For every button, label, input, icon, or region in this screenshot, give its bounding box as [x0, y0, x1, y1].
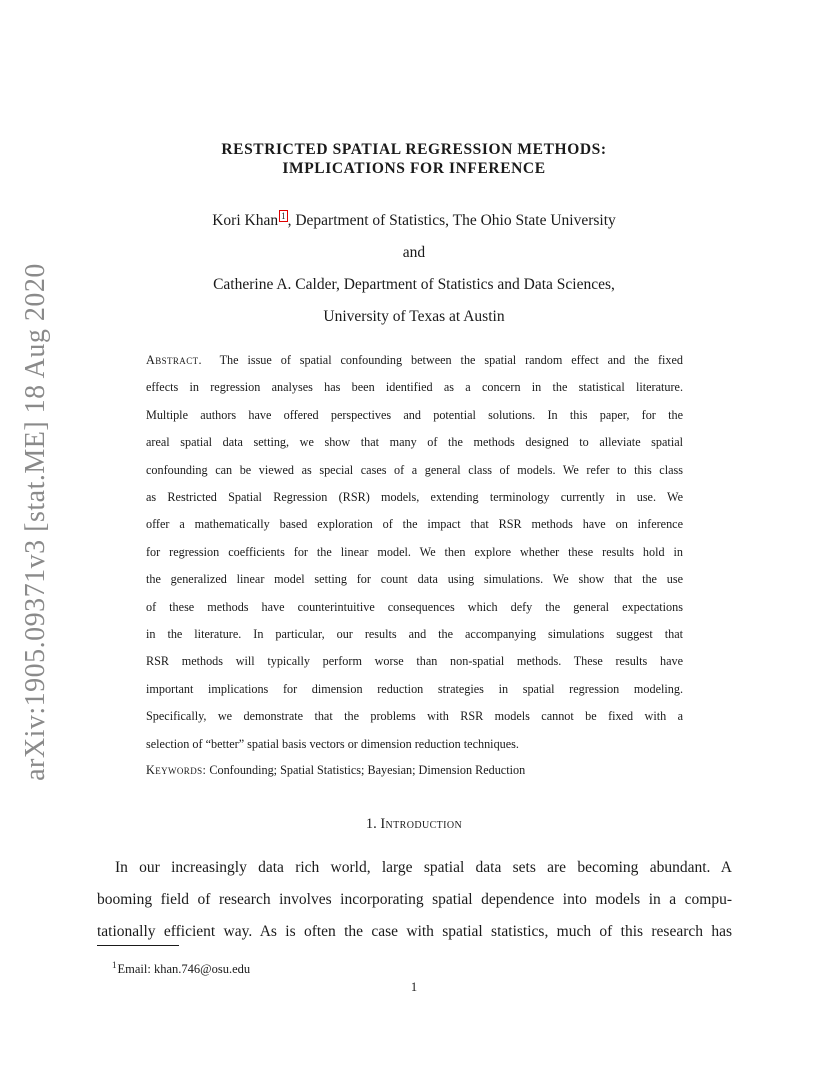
abstract-line: important implications for dimension reduction strategies in spatial regression modeling.	[146, 681, 683, 696]
body-paragraph	[97, 852, 732, 948]
abstract-line: areal spatial data setting, we show that many of the methods designed to alleviate spatial	[146, 435, 683, 450]
section-title: Introduction	[380, 816, 463, 832]
abstract-line: offer a mathematically based exploration of the impact that RSR methods have on inference	[146, 517, 683, 532]
keywords-text: Confounding; Spatial Statistics; Bayesian; Dimension Reduction	[209, 763, 526, 777]
abstract-line: as Restricted Spatial Regression (RSR) models, extending terminology currently in use. We	[146, 490, 683, 505]
author-conjunction: and	[402, 244, 426, 261]
footnote-link[interactable]: 1	[281, 211, 286, 221]
abstract-label: Abstract.	[146, 353, 202, 367]
abstract-line: Specifically, we demonstrate that the problems with RSR models cannot be fixed with a	[146, 709, 683, 724]
abstract-line: of these methods have counterintuitive consequences which defy the general expectations	[146, 599, 683, 614]
abstract-line: effects in regression analyses has been identified as a concern in the statistical literature.	[146, 380, 683, 395]
footnote-divider	[97, 945, 179, 946]
author-1-name: Kori Khan	[212, 212, 279, 230]
footnote-mark: 1	[112, 960, 117, 970]
keywords-label: Keywords:	[146, 763, 207, 777]
body-line: tationally efficient way. As is often the case with spatial statistics, much of this research has	[97, 923, 732, 940]
arxiv-identifier-stamp: arXiv:1905.09371v3 [stat.ME] 18 Aug 2020	[20, 263, 51, 781]
abstract-line: RSR methods will typically perform worse than non-spatial methods. These results have	[146, 654, 683, 669]
section-number: 1.	[365, 816, 377, 832]
footnote	[112, 956, 250, 978]
author-1	[0, 210, 828, 231]
body-line: booming field of research involves incorporating spatial dependence into models in a compu-	[97, 891, 732, 908]
section-heading	[0, 814, 828, 834]
keywords	[146, 760, 525, 780]
author-2-line-2: University of Texas at Austin	[323, 308, 505, 325]
abstract-line: Abstract. The issue of spatial confounding between the spatial random effect and the fixed	[146, 353, 683, 367]
paper-title	[0, 140, 828, 178]
abstract	[146, 347, 683, 758]
abstract-line: selection of “better” spatial basis vectors or dimension reduction techniques.	[146, 736, 519, 751]
title-line-1: RESTRICTED SPATIAL REGRESSION METHODS:	[221, 141, 607, 158]
abstract-line: the generalized linear model setting for count data using simulations. We show that the use	[146, 572, 683, 587]
abstract-line: for regression coefficients for the linear model. We then explore whether these results hold in	[146, 544, 683, 559]
abstract-line: in the literature. In particular, our results and the accompanying simulations suggest that	[146, 627, 683, 642]
body-line: In our increasingly data rich world, large spatial data sets are becoming abundant. A	[115, 859, 732, 876]
title-line-2: IMPLICATIONS FOR INFERENCE	[282, 160, 546, 177]
abstract-line: confounding can be viewed as special cases of a general class of models. We refer to this class	[146, 462, 683, 477]
footnote-text: Email: khan.746@osu.edu	[117, 962, 251, 976]
author-2-line-1: Catherine A. Calder, Department of Statistics and Data Sciences,	[213, 276, 615, 293]
author-1-affiliation: , Department of Statistics, The Ohio State University	[287, 212, 616, 230]
abstract-line: Multiple authors have offered perspectives and potential solutions. In this paper, for the	[146, 407, 683, 422]
page-number: 1	[410, 980, 418, 994]
